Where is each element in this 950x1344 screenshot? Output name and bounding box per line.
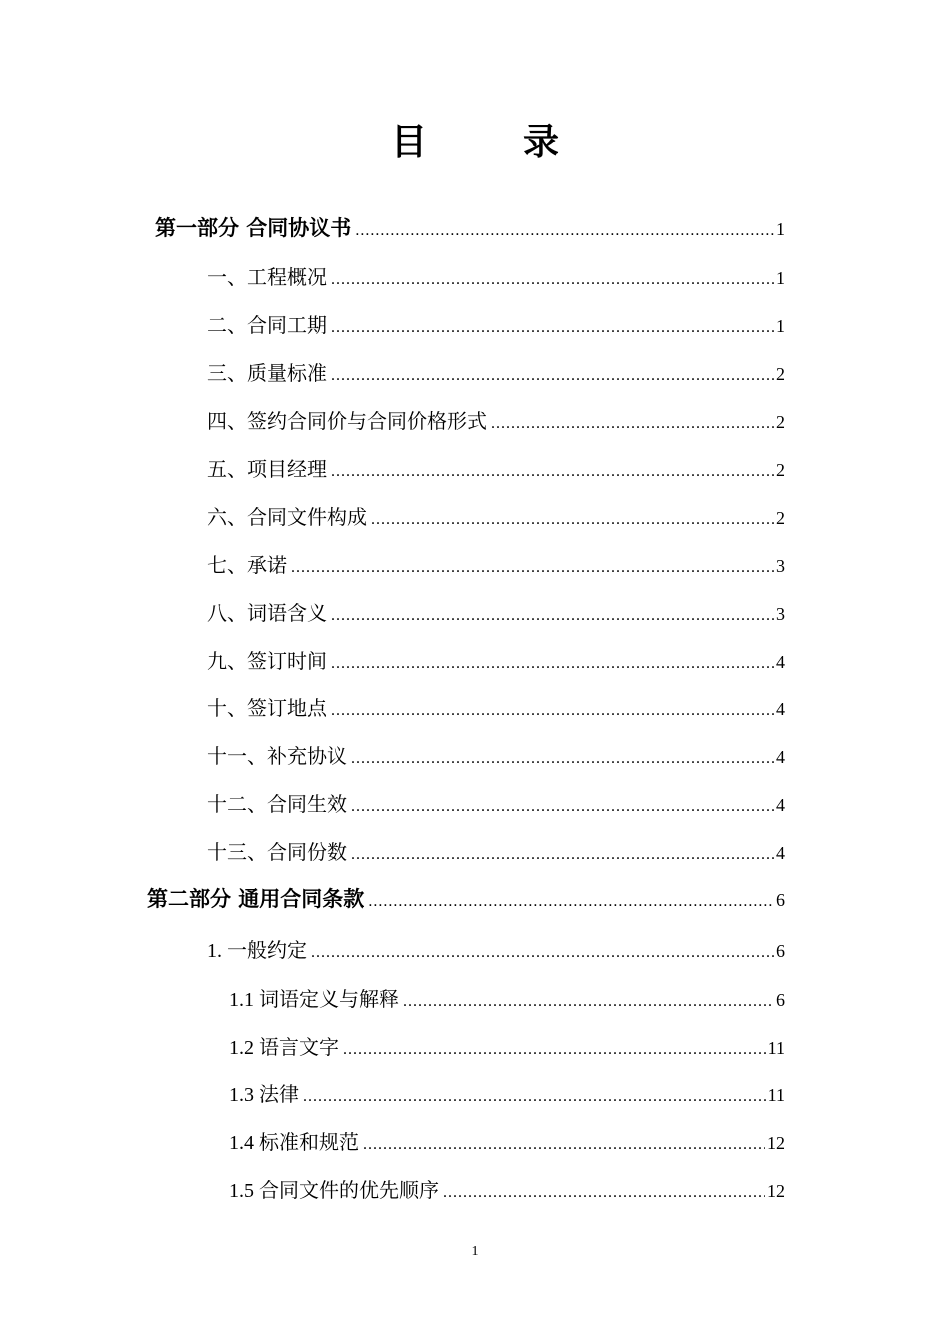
dot-leader — [331, 456, 774, 488]
toc-entry-page: 2 — [776, 460, 785, 480]
toc-entry-label: 1.4 标准和规范 — [229, 1132, 359, 1154]
dot-leader — [331, 695, 774, 727]
toc-entry-page: 2 — [776, 412, 785, 432]
dot-leader — [331, 360, 774, 392]
toc-entry[interactable] — [229, 1079, 785, 1111]
toc-entry[interactable] — [207, 836, 785, 868]
toc-entry[interactable] — [229, 1127, 785, 1159]
toc-entry[interactable] — [207, 405, 785, 437]
toc-entry-part-1[interactable] — [155, 212, 785, 244]
toc-entry-page: 1 — [776, 316, 785, 336]
toc-entry-page: 1 — [776, 219, 785, 239]
dot-leader — [351, 743, 774, 775]
toc-entry-label: 一、工程概况 — [207, 265, 327, 289]
toc-entry-page: 4 — [776, 699, 785, 719]
toc-entry-label: 三、质量标准 — [207, 361, 327, 385]
toc-entry-label: 1. 一般约定 — [207, 940, 307, 962]
toc-entry[interactable] — [207, 501, 785, 533]
page-title: 目 录 — [390, 121, 589, 163]
toc-entry[interactable] — [207, 357, 785, 389]
toc-entry-page: 11 — [767, 1085, 785, 1105]
toc-entry-page: 3 — [776, 556, 785, 576]
toc-entry[interactable] — [207, 935, 785, 967]
toc-entry-page: 12 — [767, 1133, 785, 1153]
dot-leader — [363, 1129, 765, 1161]
toc-entry-label: 1.5 合同文件的优先顺序 — [229, 1180, 439, 1202]
toc-entry-page: 12 — [767, 1181, 785, 1201]
toc-entry-label: 七、承诺 — [207, 553, 287, 577]
toc-entry[interactable] — [207, 645, 785, 677]
footer-page-number: 1 — [471, 1244, 479, 1259]
toc-entry[interactable] — [207, 453, 785, 485]
toc-entry-label: 1.1 词语定义与解释 — [229, 989, 399, 1011]
toc-entry-label: 五、项目经理 — [207, 457, 327, 481]
toc-entry-page: 4 — [776, 843, 785, 863]
toc-entry-label: 1.2 语言文字 — [229, 1037, 339, 1059]
toc-entry-label: 十一、补充协议 — [207, 744, 347, 768]
dot-leader — [331, 264, 774, 296]
dot-leader — [368, 886, 774, 918]
dot-leader — [351, 791, 774, 823]
dot-leader — [331, 312, 774, 344]
toc-entry[interactable] — [229, 984, 785, 1016]
toc-entry-page: 4 — [776, 652, 785, 672]
toc-entry-label: 十三、合同份数 — [207, 840, 347, 864]
toc-entry-label: 十、签订地点 — [207, 696, 327, 720]
toc-entry-label: 九、签订时间 — [207, 649, 327, 673]
dot-leader — [291, 552, 774, 584]
toc-entry-page: 6 — [776, 990, 785, 1010]
toc-entry-page: 1 — [776, 268, 785, 288]
toc-entry[interactable] — [207, 788, 785, 820]
dot-leader — [355, 215, 774, 247]
toc-entry[interactable] — [207, 597, 785, 629]
toc-entry[interactable] — [207, 309, 785, 341]
toc-entry-page: 2 — [776, 364, 785, 384]
dot-leader — [303, 1081, 766, 1113]
dot-leader — [311, 937, 774, 969]
dot-leader — [371, 504, 774, 536]
toc-entry[interactable] — [207, 692, 785, 724]
toc-entry-page: 6 — [776, 941, 785, 961]
toc-entry-label: 六、合同文件构成 — [207, 505, 367, 529]
toc-entry-page: 4 — [776, 747, 785, 767]
toc-entry[interactable] — [229, 1175, 785, 1207]
toc-entry-page: 4 — [776, 795, 785, 815]
toc-entry-label: 二、合同工期 — [207, 313, 327, 337]
dot-leader — [343, 1034, 766, 1066]
toc-entry-label: 第一部分 合同协议书 — [155, 216, 352, 240]
toc-entry-page: 6 — [776, 890, 785, 910]
toc-entry-label: 十二、合同生效 — [207, 792, 347, 816]
toc-entry-label: 四、签约合同价与合同价格形式 — [207, 409, 487, 433]
toc-entry-page: 2 — [776, 508, 785, 528]
dot-leader — [331, 600, 774, 632]
toc-entry[interactable] — [229, 1032, 785, 1064]
toc-entry[interactable] — [207, 549, 785, 581]
dot-leader — [351, 839, 774, 871]
toc-entry-part-2[interactable] — [147, 883, 785, 915]
toc-entry[interactable] — [207, 261, 785, 293]
toc-entry-label: 1.3 法律 — [229, 1084, 299, 1106]
dot-leader — [491, 408, 774, 440]
toc-entry[interactable] — [207, 740, 785, 772]
dot-leader — [403, 986, 774, 1018]
toc-entry-page: 3 — [776, 604, 785, 624]
dot-leader — [443, 1177, 765, 1209]
toc-entry-label: 第二部分 通用合同条款 — [147, 887, 365, 911]
toc-entry-page: 11 — [767, 1038, 785, 1058]
dot-leader — [331, 648, 774, 680]
toc-entry-label: 八、词语含义 — [207, 601, 327, 625]
